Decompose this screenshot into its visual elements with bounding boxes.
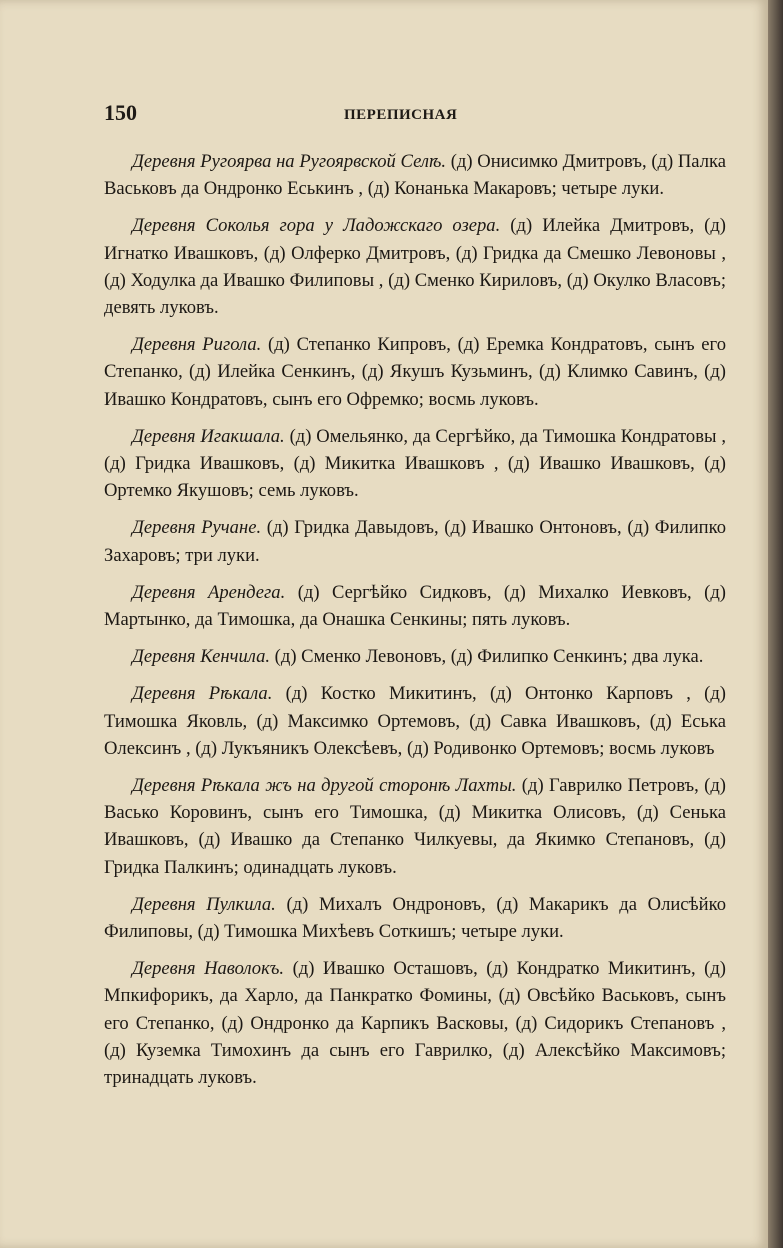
village-entry — [104, 579, 726, 633]
page-number: 150 — [104, 100, 137, 125]
village-name: Деревня Наволокъ. — [132, 958, 285, 980]
village-entry — [104, 148, 726, 202]
village-name: Деревня Рѣкала жъ на другой сторонѣ Лахты. — [132, 775, 517, 797]
village-name: Деревня Арендега. — [132, 581, 286, 603]
running-title: ПЕРЕПИСНАЯ — [344, 107, 458, 123]
village-name: Деревня Ручане. — [132, 517, 262, 539]
village-record: (д) Ивашко Осташовъ, (д) Кондратко Микитинъ, (д) Мпкифорикъ, да Харло, да Панкратко Фомины, (д) Овсѣйко Васьковъ, сынъ его Степанко, (д) Ондронко да Карпикъ Васковы, (д) Сидорикъ Степановъ , (д) Куземка Тимохинъ да сынъ его Гаврилко, (д) Алексѣйко Максимовъ; тринадцать луковъ. — [104, 958, 726, 1089]
village-record: (д) Гридка Давыдовъ, (д) Ивашко Онтоновъ, (д) Филипко Захаровъ; три луки. — [104, 517, 727, 566]
village-name: Деревня Пулкила. — [132, 893, 276, 915]
page-header — [104, 100, 724, 130]
village-name: Деревня Соколья гора у Ладожскаго озера. — [132, 215, 501, 237]
village-record: (д) Омельянко, да Сергѣйко, да Тимошка Кондратовы , (д) Гридка Ивашковъ, (д) Микитка Ивашковъ , (д) Ивашко Ивашковъ, (д) Ортемко Якушовъ; семь луковъ. — [104, 425, 726, 502]
village-name: Деревня Рѣкала. — [132, 683, 273, 705]
village-record: (д) Костко Микитинъ, (д) Онтонко Карповъ , (д) Тимошка Яковль, (д) Максимко Ортемовъ, (д) Савка Ивашковъ, (д) Еська Олексинъ , (д) Лукъяникъ Олексѣевъ, (д) Родивонко Ортемовъ; восмь луковъ — [104, 683, 727, 759]
village-record: (д) Гаврилко Петровъ, (д) Васько Коровинъ, сынъ его Тимошка, (д) Микитка Олисовъ, (д) Сенька Ивашковъ, (д) Ивашко да Степанко Чилкуевы, да Якимко Степановъ, (д) Гридка Палкинъ; одинадцать луковъ. — [104, 775, 726, 878]
village-name: Деревня Игакшала. — [132, 425, 285, 447]
village-name: Деревня Ругоярва на Ругоярвской Селѣ. — [132, 151, 447, 172]
page-body — [104, 148, 726, 1101]
village-entry — [104, 212, 726, 321]
village-name: Деревня Ригола. — [132, 334, 262, 356]
village-entry — [104, 891, 726, 945]
village-entry — [104, 772, 726, 881]
village-entry — [104, 514, 726, 568]
village-record: (д) Сменко Левоновъ, (д) Филипко Сенкинъ; два лука. — [270, 646, 704, 668]
village-record: (д) Сергѣйко Сидковъ, (д) Михалко Иевковъ, (д) Мартынко, да Тимошка, да Онашка Сенкины; пять луковъ. — [104, 581, 726, 631]
village-entry — [104, 643, 726, 670]
page-edge-shadow — [768, 0, 783, 1248]
village-entry — [104, 331, 726, 413]
village-record: (д) Онисимко Дмитровъ, (д) Палка Васьковъ да Ондронко Еськинъ , (д) Конанька Макаровъ; четыре луки. — [104, 151, 727, 200]
village-record: (д) Илейка Дмитровъ, (д) Игнатко Ивашковъ, (д) Олферко Дмитровъ, (д) Гридка да Смешко Левоновы , (д) Ходулка да Ивашко Филиповы , (д) Сменко Кириловъ, (д) Окулко Власовъ; девять луковъ. — [104, 215, 727, 319]
village-record: (д) Степанко Кипровъ, (д) Еремка Кондратовъ, сынъ его Степанко, (д) Илейка Сенкинъ, (д) Якушъ Кузьминъ, (д) Климко Савинъ, (д) Ивашко Кондратовъ, сынъ его Офремко; восмь луковъ. — [104, 334, 726, 410]
village-entry — [104, 423, 726, 505]
village-record: (д) Михалъ Ондроновъ, (д) Макарикъ да Олисѣйко Филиповы, (д) Тимошка Михѣевъ Соткишъ; четыре луки. — [104, 893, 726, 943]
village-entry — [104, 955, 726, 1091]
village-name: Деревня Кенчила. — [132, 646, 271, 668]
village-entry — [104, 680, 726, 762]
